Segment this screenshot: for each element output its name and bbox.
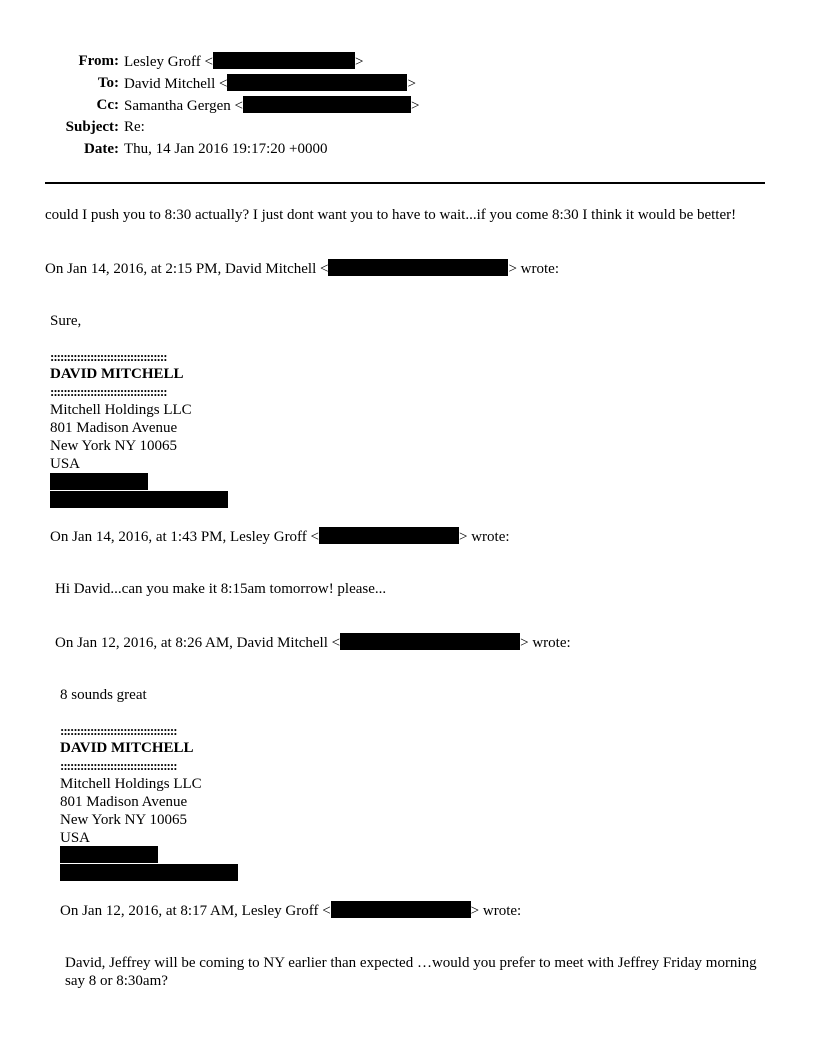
subject-label: Subject:	[65, 119, 119, 135]
redaction-bar	[60, 864, 238, 881]
quote-attribution: On Jan 14, 2016, at 2:15 PM, David Mitchell < > wrote:	[45, 261, 559, 277]
signature-dots: :::::::::::::::::::::::::::::::::::	[60, 758, 177, 773]
redaction-bar	[340, 633, 520, 650]
header-divider	[45, 182, 765, 184]
redaction-bar	[50, 491, 228, 508]
quote-attribution: On Jan 12, 2016, at 8:17 AM, Lesley Groff < > wrote:	[60, 903, 522, 919]
signature-dots: :::::::::::::::::::::::::::::::::::	[50, 349, 167, 364]
redaction-bar	[328, 259, 508, 276]
redaction-bar	[50, 473, 148, 490]
redaction-bar	[60, 846, 158, 863]
signature-country: USA	[60, 830, 91, 846]
signature-city: New York NY 10065	[50, 438, 177, 454]
redaction-bar	[227, 74, 407, 91]
redaction-bar	[213, 52, 355, 69]
from-name: Lesley Groff	[124, 54, 201, 70]
cc-name: Samantha Gergen	[124, 98, 231, 114]
signature-country: USA	[50, 456, 81, 472]
cc-row: Cc: Samantha Gergen < >	[96, 97, 420, 114]
signature-name: DAVID MITCHELL	[50, 366, 184, 382]
to-row: To: David Mitchell < >	[97, 75, 416, 92]
quote-attribution: On Jan 12, 2016, at 8:26 AM, David Mitchell < > wrote:	[55, 635, 571, 651]
message-body: Sure,	[50, 313, 82, 329]
signature-city: New York NY 10065	[60, 812, 187, 828]
signature-street: 801 Madison Avenue	[50, 420, 178, 436]
redaction-bar	[243, 96, 411, 113]
message-body: Hi David...can you make it 8:15am tomorrow! please...	[55, 581, 387, 597]
message-body: 8 sounds great	[60, 687, 147, 703]
message-body: could I push you to 8:30 actually? I just dont want you to have to wait...if you come 8:30 I think it would be better!	[45, 207, 737, 223]
signature-dots: :::::::::::::::::::::::::::::::::::	[50, 384, 167, 399]
signature-street: 801 Madison Avenue	[60, 794, 188, 810]
email-header	[0, 52, 816, 162]
to-name: David Mitchell	[124, 76, 216, 92]
from-label: From:	[78, 53, 119, 69]
subject-row	[0, 118, 816, 140]
to-label: To:	[97, 75, 119, 91]
cc-label: Cc:	[96, 97, 119, 113]
date-row	[0, 140, 816, 162]
signature-dots: :::::::::::::::::::::::::::::::::::	[60, 723, 177, 738]
signature-company: Mitchell Holdings LLC	[60, 776, 202, 792]
quote-attribution: On Jan 14, 2016, at 1:43 PM, Lesley Groff < > wrote:	[50, 529, 510, 545]
date-value: Thu, 14 Jan 2016 19:17:20 +0000	[124, 141, 328, 157]
date-label: Date:	[84, 141, 119, 157]
redaction-bar	[319, 527, 459, 544]
from-row: From: Lesley Groff < >	[78, 53, 364, 70]
message-body: David, Jeffrey will be coming to NY earlier than expected …would you prefer to meet with Jeffrey Friday morning say 8 or 8:30am?	[65, 955, 757, 989]
signature-company: Mitchell Holdings LLC	[50, 402, 192, 418]
subject-value: Re:	[124, 119, 145, 135]
signature-name: DAVID MITCHELL	[60, 740, 194, 756]
redaction-bar	[331, 901, 471, 918]
